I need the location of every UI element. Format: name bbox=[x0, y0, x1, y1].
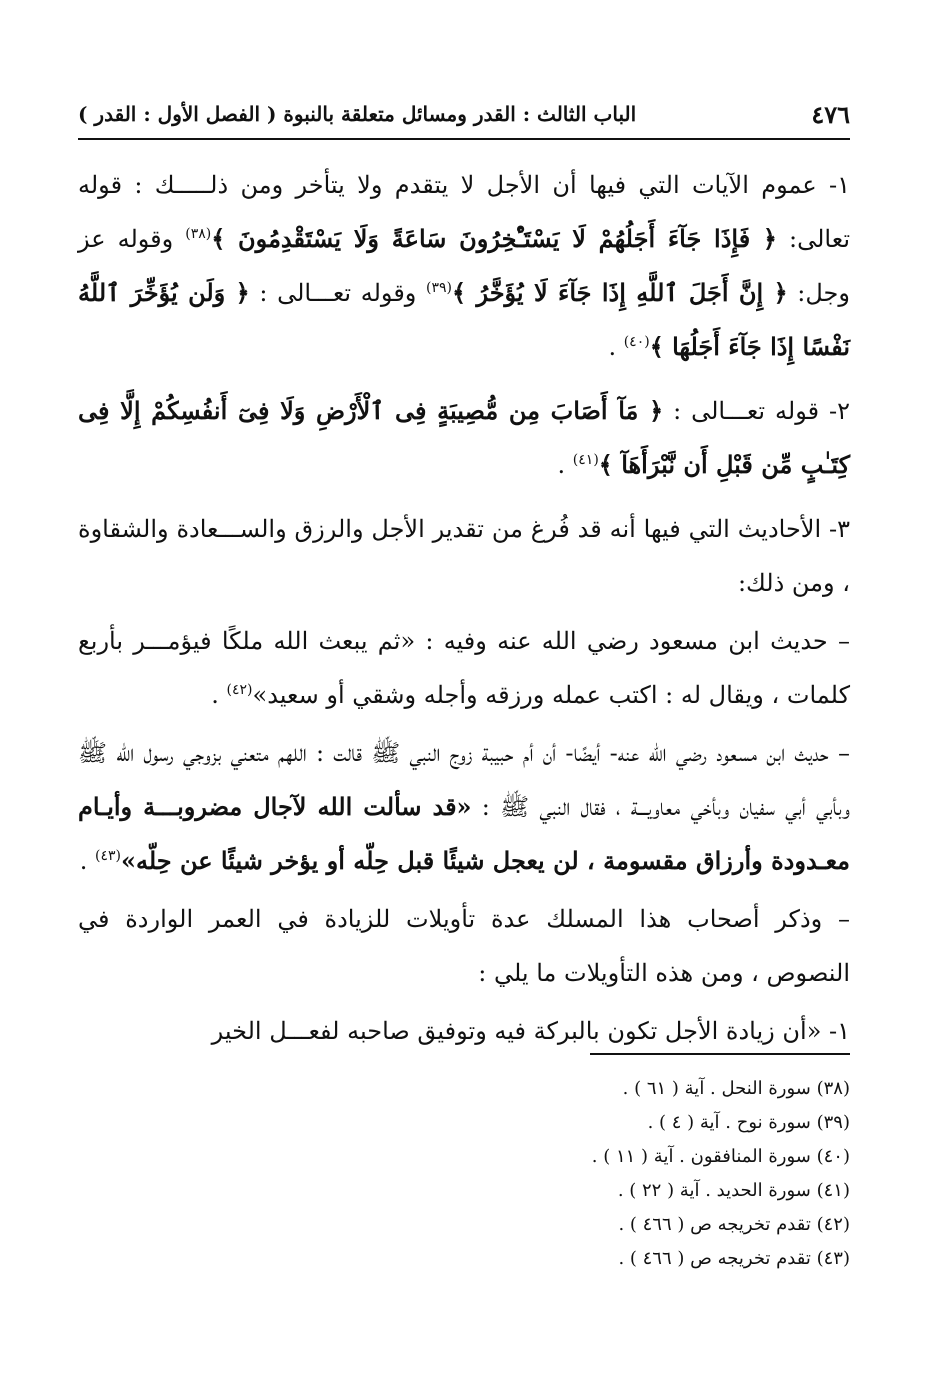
quran-verse: ﴿ إِنَّ أَجَلَ ٱللَّهِ إِذَا جَآءَ لَا يُؤَخَّرُ ﴾ bbox=[452, 278, 788, 307]
paragraph-text: – حديث ابن مسعود رضي الله عنه- أيضًا- أن أم حبيبة زوج النبي ﷺ قالت : اللهم متعني بزوجي رسول الله ﷺ وبأبي أبي سفيان وبأخي معاويـــة ، فقال النبي ﷺ : bbox=[78, 739, 851, 821]
footnotes bbox=[78, 1072, 850, 1276]
paragraph-text: . bbox=[211, 681, 227, 709]
page-header bbox=[78, 92, 850, 140]
quran-verse: ﴿ وَلَن يُؤَخِّرَ ٱللَّهُ نَفْسًا إِذَا جَآءَ أَجَلُهَا ﴾ bbox=[78, 278, 850, 361]
footnote-43: (٤٣) تقدم تخريجه ص ( ٤٦٦ ) . bbox=[618, 1248, 850, 1269]
paragraph-hadiths-intro bbox=[78, 502, 850, 610]
paragraph-text: . bbox=[557, 451, 573, 479]
paragraph-text: – وذكر أصحاب هذا المسلك عدة تأويلات للزيادة في العمر الواردة في النصوص ، ومن هذه التأويلات ما يلي : bbox=[78, 905, 850, 987]
footnote-ref: (٣٨) bbox=[185, 226, 212, 242]
paragraph-interpretation-1 bbox=[78, 1004, 850, 1058]
paragraph-text: وقوله عز وجل: bbox=[78, 225, 850, 307]
footnote-41: (٤١) سورة الحديد . آية ( ٢٢ ) . bbox=[617, 1180, 850, 1201]
paragraph-text: ٣- الأحاديث التي فيها أنه قد فُرغ من تقدير الأجل والرزق والســـعادة والشقاوة ، ومن ذلك: bbox=[78, 515, 850, 597]
main-text bbox=[78, 158, 850, 1062]
paragraph-text: – حديث ابن مسعود رضي الله عنه وفيه : «ثم يبعث الله ملكًا فيؤمـــر بأربع كلمات ، ويقال له : اكتب عمله ورزقه وأجله وشقي أو سعيد» bbox=[78, 627, 850, 709]
footnote-separator bbox=[590, 1053, 850, 1055]
running-title: الباب الثالث : القدر ومسائل متعلقة بالنبوة ( الفصل الأول : القدر ) bbox=[78, 102, 637, 126]
paragraph-hadith-umm-habiba bbox=[78, 726, 850, 888]
paragraph-text: وقوله تعـــالى : bbox=[249, 279, 427, 307]
footnote-ref: (٤١) bbox=[572, 452, 599, 468]
footnote-ref: (٤٢) bbox=[226, 682, 253, 698]
paragraph-interpretations bbox=[78, 892, 850, 1000]
paragraph-verse-musiba bbox=[78, 384, 850, 492]
paragraph-text: . bbox=[79, 847, 95, 875]
page-number: ٤٧٦ bbox=[811, 100, 850, 129]
quran-verse: ﴿ مَآ أَصَابَ مِن مُّصِيبَةٍ فِى ٱلْأَرْضِ وَلَا فِىٓ أَنفُسِكُمْ إِلَّا فِى كِتَـٰبٍ مِّن قَبْلِ أَن نَّبْرَأَهَآ ﴾ bbox=[78, 396, 850, 479]
paragraph-verses-ajal bbox=[78, 158, 850, 374]
footnote-39: (٣٩) سورة نوح . آية ( ٤ ) . bbox=[647, 1112, 850, 1133]
paragraph-hadith-ibn-masud bbox=[78, 614, 850, 722]
footnote-38: (٣٨) سورة النحل . آية ( ٦١ ) . bbox=[622, 1078, 850, 1099]
hadith-quote: «قد سألت الله لآجال مضروبـــة وأيـام معـدودة وأرزاق مقسومة ، لن يعجل شيئًا قبل حِلّه أو يؤخر شيئًا عن حِلّه» bbox=[78, 792, 850, 875]
footnote-ref: (٤٣) bbox=[94, 848, 121, 864]
paragraph-text: ٢- قوله تعـــالى : bbox=[663, 397, 850, 425]
quran-verse: ﴿ فَإِذَا جَآءَ أَجَلُهُمْ لَا يَسْتَـْٔخِرُونَ سَاعَةً وَلَا يَسْتَقْدِمُونَ ﴾ bbox=[211, 224, 777, 253]
footnote-40: (٤٠) سورة المنافقون . آية ( ١١ ) . bbox=[591, 1146, 850, 1167]
paragraph-text: ١- عموم الآيات التي فيها أن الأجل لا يتقدم ولا يتأخر ومن ذلـــــك : قوله تعالى: bbox=[78, 171, 850, 253]
footnote-ref: (٣٩) bbox=[426, 280, 453, 296]
footnote-42: (٤٢) تقدم تخريجه ص ( ٤٦٦ ) . bbox=[618, 1214, 850, 1235]
paragraph-text: ١- «أن زيادة الأجل تكون بالبركة فيه وتوفيق صاحبه لفعـــل الخير bbox=[211, 1017, 850, 1045]
footnote-ref: (٤٠) bbox=[623, 334, 650, 350]
paragraph-text: . bbox=[608, 333, 624, 361]
